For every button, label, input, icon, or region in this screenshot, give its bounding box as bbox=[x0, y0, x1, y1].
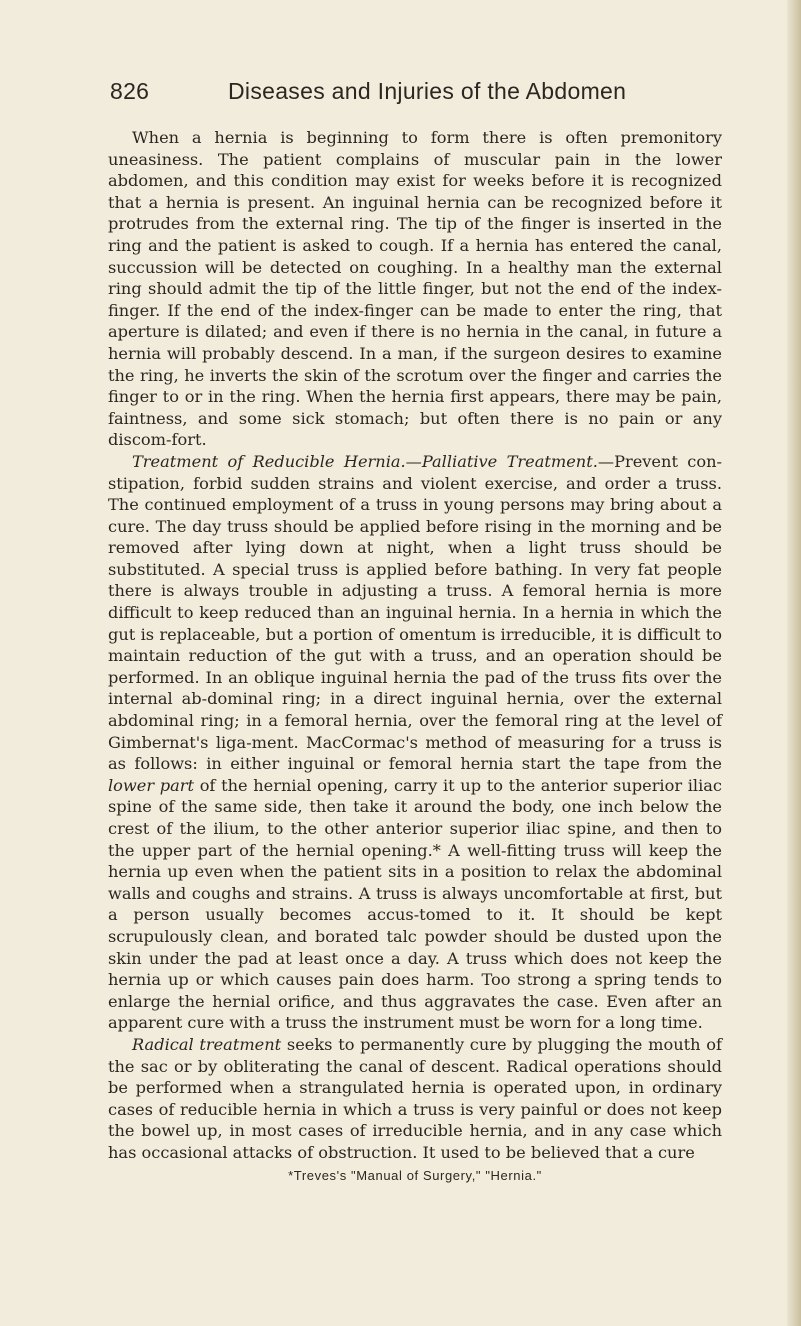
paragraph-text-continued: of the hernial opening, carry it up to the anterior superior iliac spine of the same side, then take it around the body, one inch below the crest of the ilium, to the other anterior superior iliac spine, and then to the upper part of the hernial opening.* A well-fitting truss will keep the hernia up even when the patient sits in a position to relax the abdominal walls and coughs and strains. A truss is always uncomfortable at first, but a person usually becomes accus-tomed to it. It should be kept scrupulously clean, and borated talc powder should be dusted upon the skin under the pad at least once a day. A truss which does not keep the hernia up or which causes pain does harm. Too strong a spring tends to enlarge the hernial orifice, and thus aggravates the case. Even after an apparent cure with a truss the instrument must be worn for a long time. bbox=[108, 775, 723, 1033]
paragraph-text: When a hernia is beginning to form there is often premonitory uneasiness. The patient complains of muscular pain in the lower abdomen, and this condition may exist for weeks before it is recognized that a hernia is present. An inguinal hernia can be recognized before it protrudes from the external ring. The tip of the finger is inserted in the ring and the patient is asked to cough. If a hernia has entered the canal, succussion will be detected on coughing. In a healthy man the external ring should admit the tip of the little finger, but not the end of the index-finger. If the end of the index-finger can be made to enter the ring, that aperture is dilated; and even if there is no hernia in the canal, in future a hernia will probably descend. In a man, if the surgeon desires to examine the ring, he inverts the skin of the scrotum over the finger and carries the finger to or in the ring. When the hernia first appears, there may be pain, faintness, and some sick stomach; but often there is no pain or any discom-fort. bbox=[108, 128, 722, 450]
paragraph-palliative-treatment bbox=[108, 451, 722, 1034]
running-title: Diseases and Injuries of the Abdomen bbox=[228, 78, 627, 104]
footnote: *Treves's "Manual of Surgery," "Hernia." bbox=[288, 1167, 542, 1183]
page-edge-shadow bbox=[787, 0, 801, 1326]
paragraph-radical-treatment bbox=[108, 1034, 722, 1164]
page-header bbox=[110, 78, 710, 118]
emphasis-lower-part: lower part bbox=[108, 775, 195, 795]
paragraph-text: seeks to permanently cure by plugging the mouth of the sac or by obliterating the canal of descent. Radical operations should be performed when a strangulated hernia is operated upon, in ordinary cases of reducible hernia in which a truss is very painful or does not keep the bowel up, in most cases of irreducible hernia, and in any case which has occasional attacks of obstruction. It used to be believed that a cure bbox=[108, 1034, 722, 1162]
page-number: 826 bbox=[110, 78, 150, 104]
section-heading-radical: Radical treatment bbox=[132, 1034, 282, 1054]
body-text bbox=[108, 127, 722, 1186]
section-heading-palliative: Treatment of Reducible Hernia.—Palliative Treatment. bbox=[132, 451, 598, 471]
paragraph-text: —Prevent con-stipation, forbid sudden strains and violent exercise, and order a truss. The continued employment of a truss in young persons may bring about a cure. The day truss should be applied before rising in the morning and be removed after lying down at night, when a light truss should be substituted. A special truss is applied before bathing. In very fat people there is always trouble in adjusting a truss. A femoral hernia is more difficult to keep reduced than an inguinal hernia. In a hernia in which the gut is replaceable, but a portion of omentum is irreducible, it is difficult to maintain reduction of the gut with a truss, and an operation should be performed. In an oblique inguinal hernia the pad of the truss fits over the internal ab-dominal ring; in a direct inguinal hernia, over the external abdominal ring; in a femoral hernia, over the femoral ring at the level of Gimbernat's liga-ment. MacCormac's method of measuring for a truss is as follows: in either inguinal or femoral hernia start the tape from the bbox=[108, 451, 722, 774]
paragraph-premonitory-signs bbox=[108, 127, 722, 451]
